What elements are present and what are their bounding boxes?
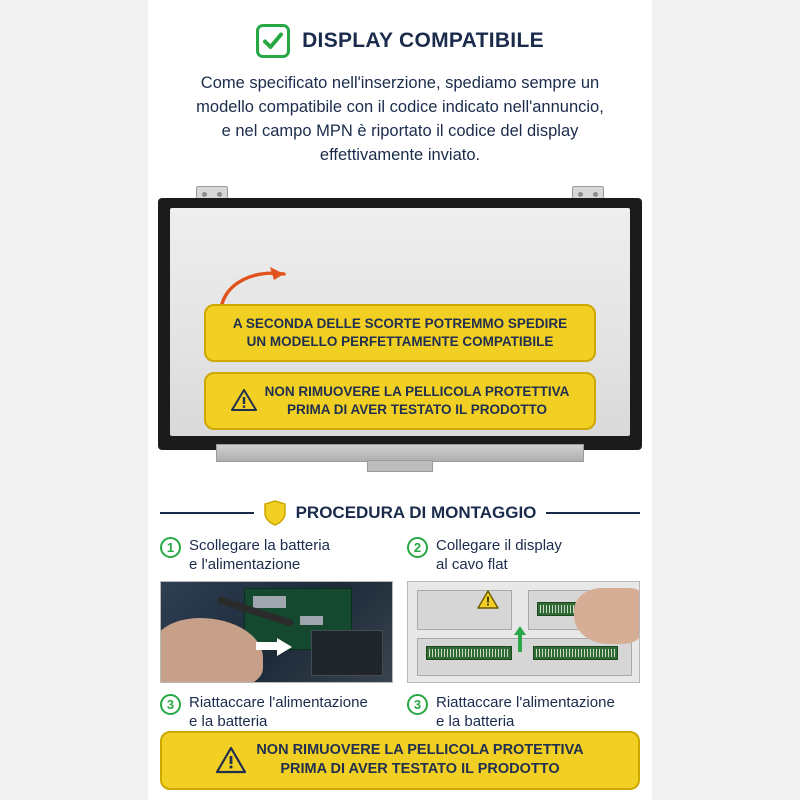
- divider-left: [160, 512, 254, 514]
- curved-arrow-icon: [216, 264, 296, 310]
- intro-line-3: e nel campo MPN è riportato il codice del display: [221, 121, 579, 140]
- flat-cable-connector-photo: [407, 581, 640, 683]
- step-item: [407, 536, 640, 575]
- footer-line-2: PRIMA DI AVER TESTATO IL PRODOTTO: [280, 761, 560, 778]
- footer-warning-banner: [160, 731, 640, 790]
- step-text: [436, 693, 615, 732]
- step-item: [160, 536, 393, 575]
- intro-paragraph: [162, 72, 638, 168]
- chip-shape: [300, 616, 323, 625]
- step-line-2: e l'alimentazione: [189, 556, 301, 574]
- step-photos: [160, 581, 640, 683]
- step-number: 2: [407, 537, 428, 558]
- warning-triangle-icon: [216, 747, 246, 774]
- step-line-1: Riattaccare l'alimentazione: [189, 693, 368, 711]
- check-icon: [256, 24, 290, 58]
- step-item: [160, 693, 393, 732]
- pointer-arrow-icon: [277, 638, 292, 656]
- connector-shape: [426, 646, 511, 660]
- steps-top-row: [160, 536, 640, 575]
- step-line-2: e la batteria: [436, 713, 515, 731]
- film-notice-line-1: NON RIMUOVERE LA PELLICOLA PROTETTIVA: [264, 383, 570, 399]
- step-number: 1: [160, 537, 181, 558]
- procedure-title: PROCEDURA DI MONTAGGIO: [295, 502, 537, 522]
- intro-line-4: effettivamente inviato.: [319, 145, 481, 164]
- step-line-1: Riattaccare l'alimentazione: [436, 693, 615, 711]
- intro-line-2: modello compatibile con il codice indicato nell'annuncio,: [196, 97, 604, 116]
- step-number: 3: [160, 694, 181, 715]
- content-column: [148, 0, 652, 800]
- step-text: [189, 693, 368, 732]
- page-title: DISPLAY COMPATIBILE: [302, 29, 544, 52]
- step-line-1: Collegare il display: [436, 536, 562, 554]
- intro-line-1: Come specificato nell'inserzione, spediamo sempre un: [200, 74, 600, 92]
- stock-notice-line-1: A SECONDA DELLE SCORTE POTREMMO SPEDIRE: [232, 315, 568, 331]
- film-notice-box: [204, 372, 596, 430]
- up-arrow-icon: [514, 626, 526, 652]
- step-number: 3: [407, 694, 428, 715]
- warning-triangle-icon: [477, 590, 499, 610]
- step-text: [436, 536, 562, 575]
- shield-icon: [264, 500, 286, 526]
- stock-notice-box: [204, 304, 596, 362]
- laptop-battery-disconnect-photo: [160, 581, 393, 683]
- step-text: [189, 536, 330, 575]
- divider-right: [546, 512, 640, 514]
- connector-shape: [533, 646, 618, 660]
- flex-cable-connector: [367, 460, 433, 472]
- footer-line-1: NON RIMUOVERE LA PELLICOLA PROTETTIVA: [256, 741, 584, 758]
- battery-region: [311, 630, 382, 676]
- left-gray-band: [0, 0, 148, 800]
- step-line-2: e la batteria: [189, 713, 268, 731]
- film-notice-line-2: PRIMA DI AVER TESTATO IL PRODOTTO: [286, 401, 547, 417]
- steps-bottom-row: [160, 693, 640, 732]
- hand-shape: [574, 588, 640, 644]
- step-item: [407, 693, 640, 732]
- display-panel-illustration: [158, 186, 642, 486]
- warning-triangle-icon: [231, 389, 257, 412]
- step-line-1: Scollegare la batteria: [189, 536, 330, 554]
- chip-shape: [253, 596, 285, 608]
- header: [148, 0, 652, 58]
- procedure-header: [160, 500, 640, 526]
- stock-notice-line-2: UN MODELLO PERFETTAMENTE COMPATIBILE: [246, 333, 554, 349]
- right-gray-band: [652, 0, 800, 800]
- step-line-2: al cavo flat: [436, 556, 508, 574]
